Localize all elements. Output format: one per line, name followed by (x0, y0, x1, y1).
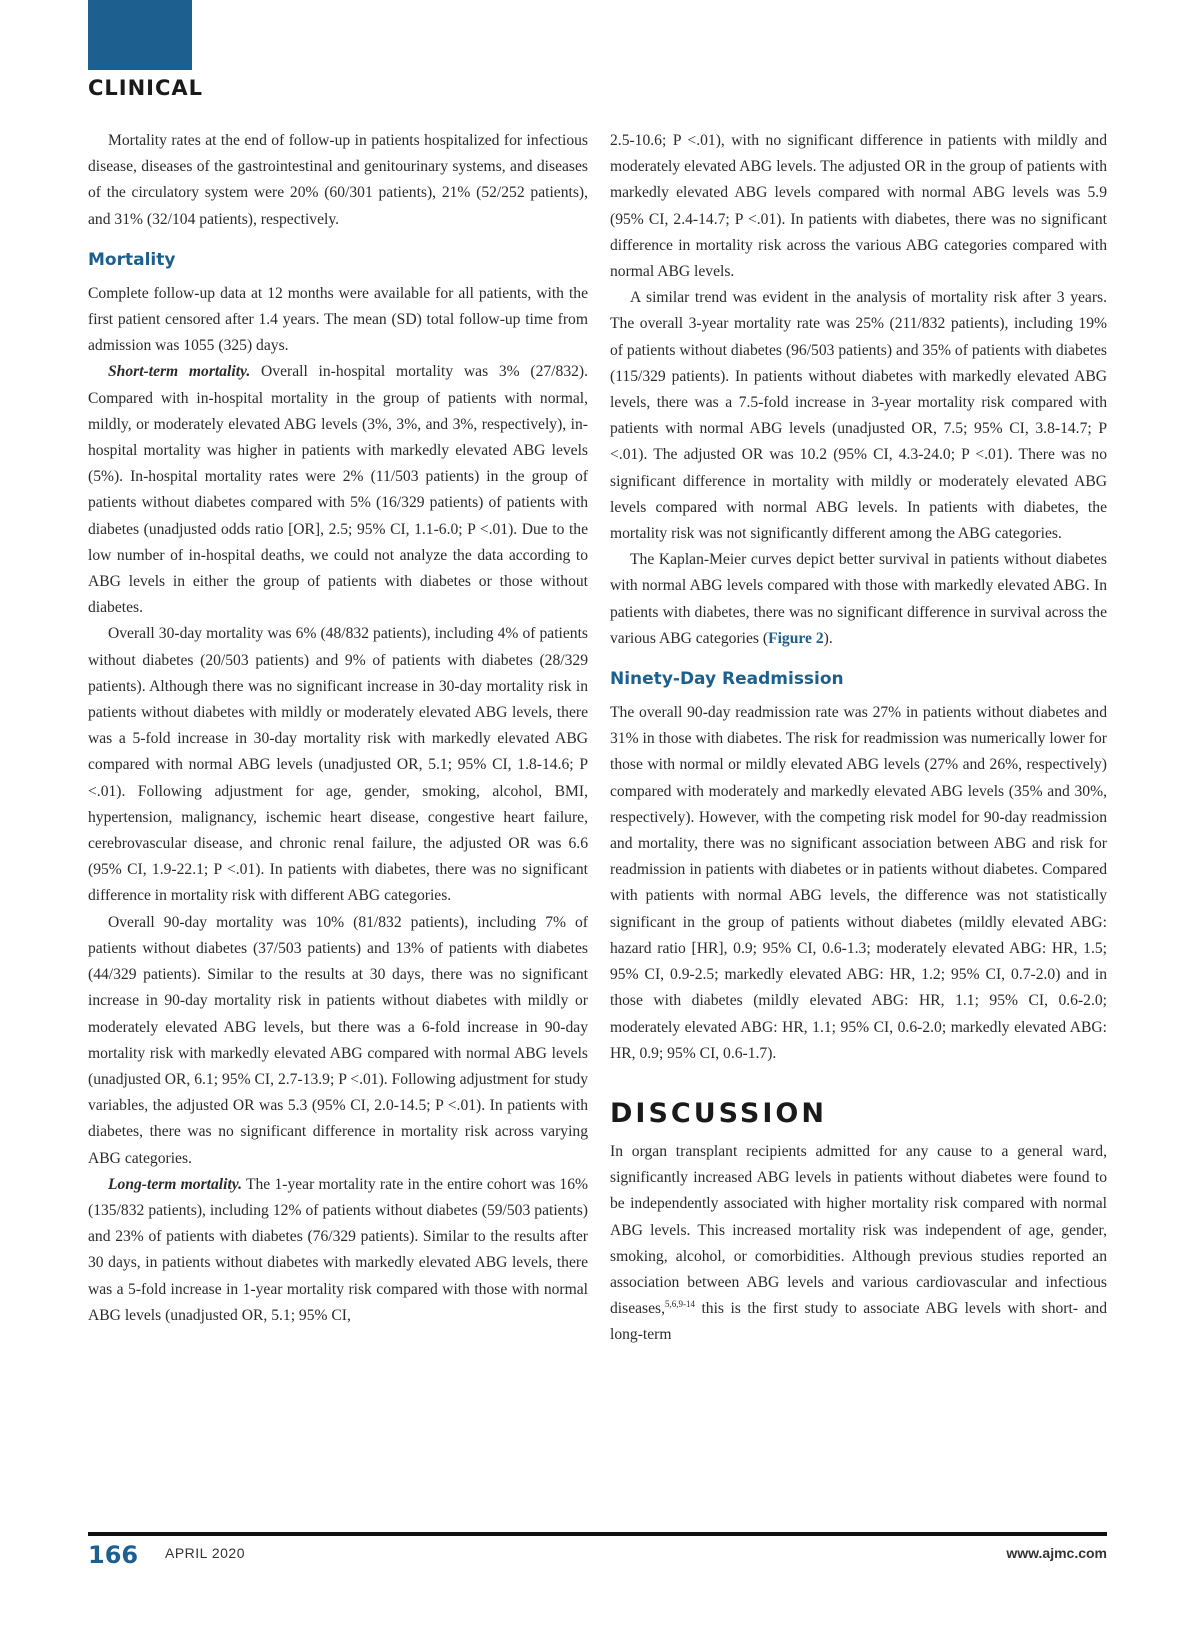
left-column (88, 128, 588, 1329)
paragraph-text: The 1-year mortality rate in the entire cohort was 16% (135/832 patients), including 12% of patients without diabetes (59/503 patients) and 23% of patients with diabetes (76/329 patients). Similar to the results after 30 days, in patients without diabetes with markedly elevated ABG levels, there was a 5-fold increase in 1-year mortality risk compared with those with normal ABG levels (unadjusted OR, 5.1; 95% CI, (88, 1175, 588, 1324)
run-in-heading: Short-term mortality. (108, 363, 251, 381)
page-number: 166 (88, 1541, 139, 1569)
issue-date: APRIL 2020 (165, 1545, 245, 1561)
run-in-heading: Long-term mortality. (108, 1175, 243, 1193)
paragraph-text: Overall in-hospital mortality was 3% (27/832). Compared with in-hospital mortality in the group of patients with normal, mildly, or moderately elevated ABG levels (3%, 3%, and 3%, respectively), in-hospital mortality was higher in patients with markedly elevated ABG levels (5%). In-hospital mortality rates were 2% (11/503 patients) in the group of patients without diabetes compared with 5% (16/329 patients) of patients with diabetes (unadjusted odds ratio [OR], 2.5; 95% CI, 1.1-6.0; P <.01). Due to the low number of in-hospital deaths, we could not analyze the data according to ABG levels in either the group of patients with diabetes or those without diabetes. (88, 363, 589, 617)
paragraph-text: ). (823, 629, 833, 647)
section-label: CLINICAL (88, 76, 204, 100)
section-color-tab (88, 0, 192, 70)
paragraph-text: The Kaplan-Meier curves depict better survival in patients without diabetes with normal ABG levels compared with those with markedly elevated ABG. In patients with diabetes, there was no significant difference in survival across the various ABG categories ( (610, 551, 1107, 647)
paragraph: Overall 30-day mortality was 6% (48/832 patients), including 4% of patients without diabetes (20/503 patients) and 9% of patients with diabetes (28/329 patients). Although there was no significant increase in 30-day mortality risk in patients without diabetes with mildly or moderately elevated ABG levels, there was a 5-fold increase in 30-day mortality risk with markedly elevated ABG compared with normal ABG levels (unadjusted OR, 5.1; 95% CI, 1.8-14.6; P <.01). Following adjustment for age, gender, smoking, alcohol, BMI, hypertension, malignancy, ischemic heart disease, congestive heart failure, cerebrovascular disease, and chronic renal failure, the adjusted OR was 6.6 (95% CI, 1.9-22.1; P <.01). In patients with diabetes, there was no significant difference in mortality risk with different ABG categories. (88, 625, 588, 905)
heading-readmission: Ninety-Day Readmission (610, 669, 844, 690)
footer-rule (88, 1532, 1107, 1536)
citation-superscript[interactable]: 5,6,9-14 (665, 1298, 695, 1309)
paragraph (88, 359, 588, 621)
paragraph: A similar trend was evident in the analysis of mortality risk after 3 years. The overall 3-year mortality rate was 25% (211/832 patients), including 19% of patients without diabetes (96/503 patients) and 35% of patients with diabetes (115/329 patients). In patients without diabetes with markedly elevated ABG levels, there was a 7.5-fold increase in 3-year mortality risk compared with patients with normal ABG levels (unadjusted OR, 7.5; 95% CI, 3.8-14.7; P <.01). The adjusted OR was 10.2 (95% CI, 4.3-24.0; P <.01). There was no significant difference in mortality with mildly or moderately elevated ABG levels compared with normal ABG levels. In patients with diabetes, the mortality risk was not significantly different among the ABG categories. (610, 289, 1107, 543)
paragraph: Mortality rates at the end of follow-up in patients hospitalized for infectious disease, diseases of the gastrointestinal and genitourinary systems, and diseases of the circulatory system were 20% (60/301 patients), 21% (52/252 patients), and 31% (32/104 patients), respectively. (88, 132, 588, 228)
paragraph: The overall 90-day readmission rate was 27% in patients without diabetes and 31% in those with diabetes. The risk for readmission was numerically lower for those with normal or mildly elevated ABG levels (27% and 26%, respectively) compared with moderately and markedly elevated ABG levels (35% and 30%, respectively). However, with the competing risk model for 90-day readmission and mortality, there was no significant association between ABG and risk for readmission in patients with diabetes or in patients without diabetes. Compared with patients with normal ABG levels, the difference was not statistically significant in the group of patients without diabetes (mildly elevated ABG: hazard ratio [HR], 0.9; 95% CI, 0.6-1.3; moderately elevated ABG: HR, 1.5; 95% CI, 0.9-2.5; markedly elevated ABG: HR, 1.2; 95% CI, 0.7-2.0) and in those with diabetes (mildly elevated ABG: HR, 1.1; 95% CI, 0.6-2.0; moderately elevated ABG: HR, 1.1; 95% CI, 0.6-2.0; markedly elevated ABG: HR, 0.9; 95% CI, 0.6-1.7). (610, 704, 1107, 1062)
paragraph-text: this is the first study to associate ABG levels with short- and long-term (610, 1300, 1107, 1344)
heading-mortality: Mortality (88, 249, 176, 270)
paragraph: 2.5-10.6; P <.01), with no significant difference in patients with mildly and moderately elevated ABG levels. The adjusted OR in the group of patients with markedly elevated ABG levels compared with normal ABG levels was 5.9 (95% CI, 2.4-14.7; P <.01). In patients with diabetes, there was no significant difference in mortality risk across the various ABG categories compared with normal ABG levels. (610, 132, 1107, 281)
paragraph-text: In organ transplant recipients admitted for any cause to a general ward, significantly increased ABG levels in patients without diabetes were found to be independently associated with higher mortality risk compared with normal ABG levels. This increased mortality risk was independent of age, gender, smoking, alcohol, or comorbidities. Although previous studies reported an association between ABG levels and various cardiovascular and infectious diseases, (610, 1142, 1107, 1318)
website-url[interactable]: www.ajmc.com (1006, 1545, 1107, 1561)
heading-discussion: DISCUSSION (610, 1097, 827, 1129)
figure-link[interactable]: Figure 2 (768, 629, 824, 647)
paragraph (88, 1172, 588, 1329)
right-column (610, 128, 1107, 1349)
paragraph (610, 1139, 1107, 1349)
paragraph (610, 547, 1107, 652)
paragraph: Complete follow-up data at 12 months were available for all patients, with the first patient censored after 1.4 years. The mean (SD) total follow-up time from admission was 1055 (325) days. (88, 284, 588, 355)
paragraph: Overall 90-day mortality was 10% (81/832 patients), including 7% of patients without diabetes (37/503 patients) and 13% of patients with diabetes (44/329 patients). Similar to the results at 30 days, there was no significant increase in 90-day mortality risk in patients without diabetes with mildly or moderately elevated ABG levels, but there was a 6-fold increase in 90-day mortality risk with markedly elevated ABG compared with normal ABG levels (unadjusted OR, 6.1; 95% CI, 2.7-13.9; P <.01). Following adjustment for study variables, the adjusted OR was 5.3 (95% CI, 2.0-14.5; P <.01). In patients with diabetes, there was no significant difference in mortality risk across varying ABG categories. (88, 913, 588, 1167)
